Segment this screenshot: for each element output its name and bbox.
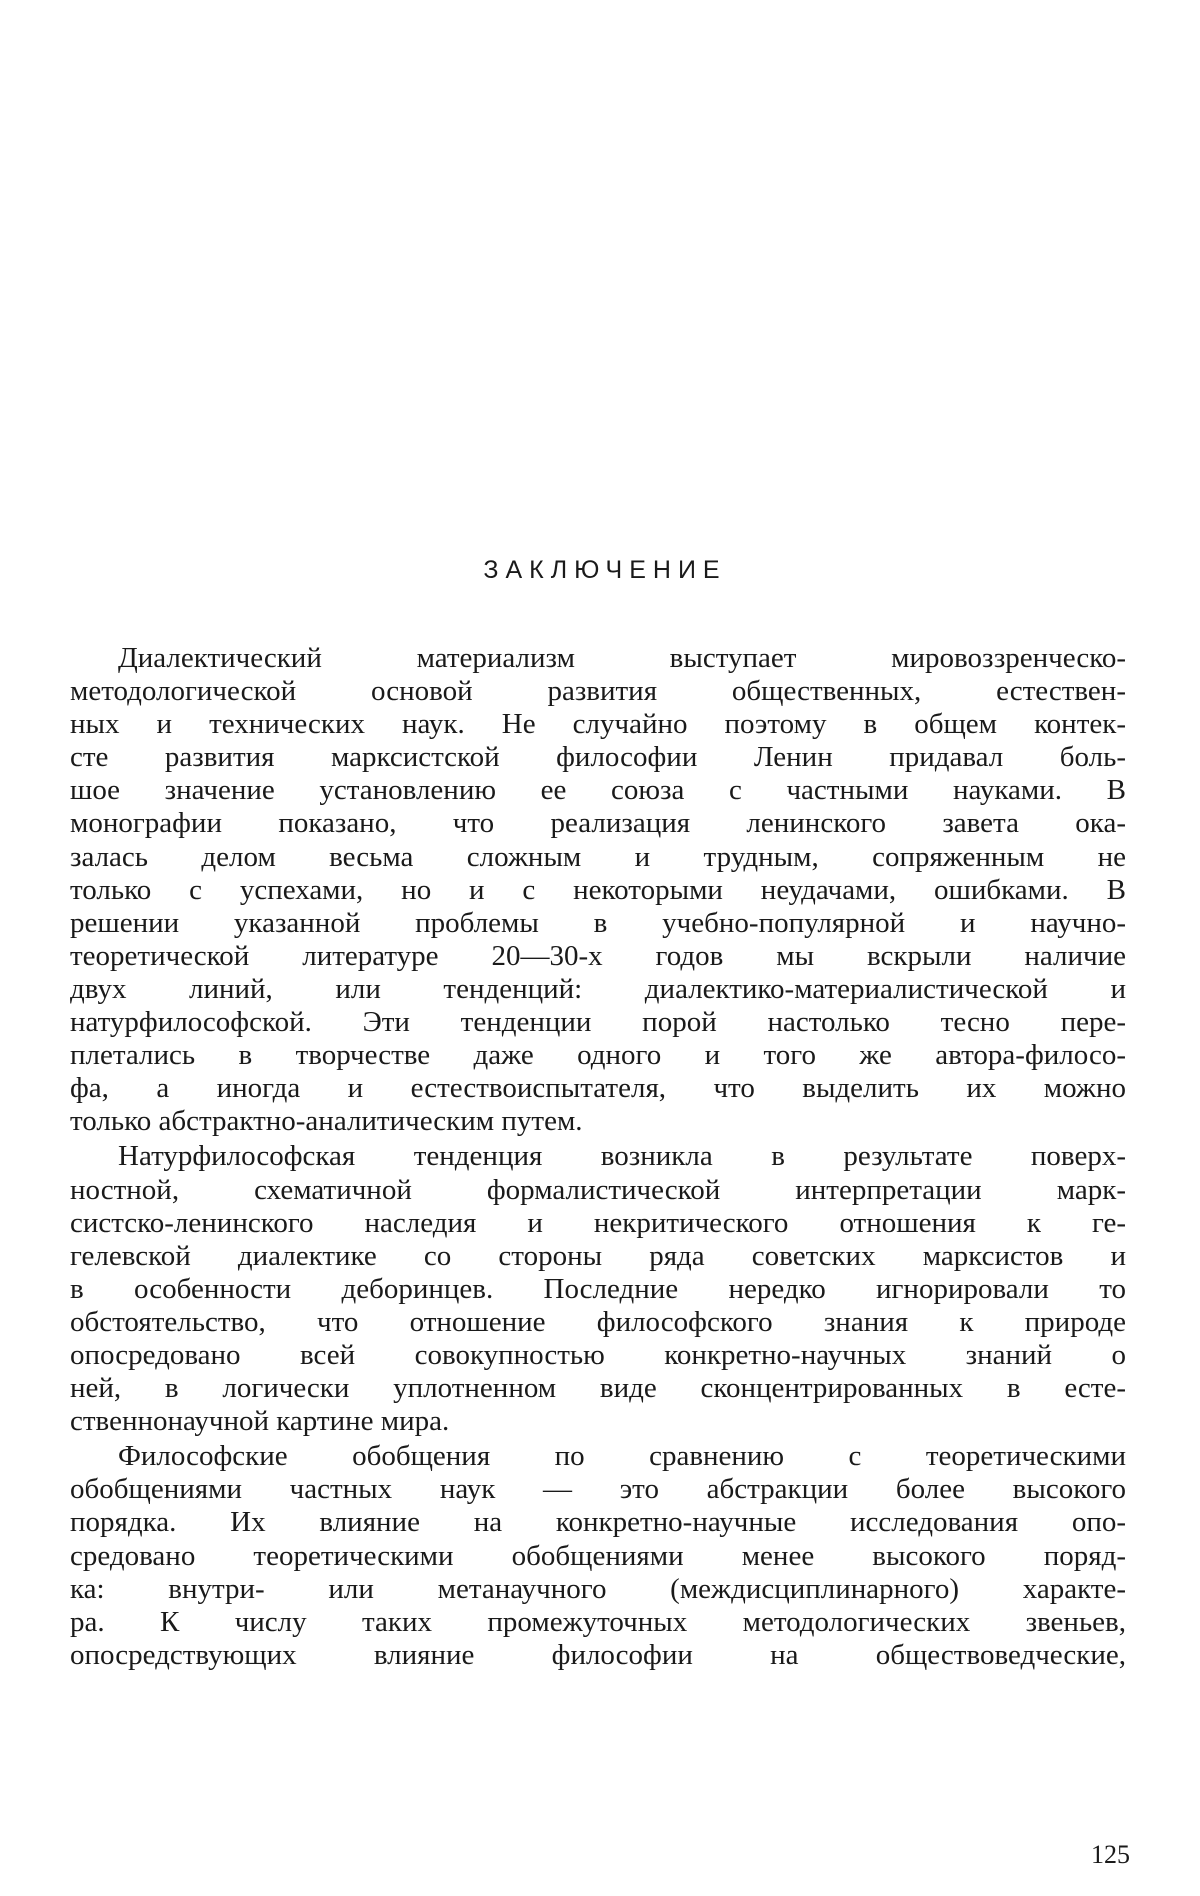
paragraph [70, 642, 1126, 1138]
text-line: Философские обобщения по сравнению с теоретическими [118, 1440, 1126, 1473]
paragraph [70, 1140, 1126, 1438]
text-line: гелевской диалектике со стороны ряда советских марксистов и [70, 1239, 1126, 1272]
text-line: шое значение установлению ее союза с частными науками. В [70, 774, 1126, 807]
text-line: в особенности деборинцев. Последние нередко игнорировали то [70, 1272, 1126, 1305]
text-line: двух линий, или тенденций: диалектико-материалистической и [70, 972, 1126, 1005]
text-line: фа, а иногда и естествоиспытателя, что выделить их можно [70, 1072, 1126, 1105]
text-line: опосредовано всей совокупностью конкретно-научных знаний о [70, 1338, 1126, 1371]
text-line: Натурфилософская тенденция возникла в результате поверх- [118, 1140, 1126, 1173]
text-line: натурфилософской. Эти тенденции порой настолько тесно пере- [70, 1006, 1126, 1039]
page-number: 125 [1091, 1840, 1130, 1869]
text-line: обобщениями частных наук — это абстракции более высокого [70, 1473, 1126, 1506]
text-line: ных и технических наук. Не случайно поэтому в общем контек- [70, 708, 1126, 741]
text-line: ка: внутри- или метанаучного (междисциплинарного) характе- [70, 1572, 1126, 1605]
text-line: монографии показано, что реализация ленинского завета ока- [70, 807, 1126, 840]
text-line: систско-ленинского наследия и некритического отношения к ге- [70, 1206, 1126, 1239]
body-text [70, 642, 1126, 1672]
text-line: опосредствующих влияние философии на обществоведческие, [70, 1638, 1126, 1671]
text-line: только абстрактно-аналитическим путем. [70, 1105, 583, 1138]
text-line: ней, в логически уплотненном виде сконцентрированных в есте- [70, 1372, 1126, 1405]
text-line: решении указанной проблемы в учебно-популярной и научно- [70, 906, 1126, 939]
text-line: только с успехами, но и с некоторыми неудачами, ошибками. В [70, 873, 1126, 906]
text-line: методологической основой развития общественных, естествен- [70, 675, 1126, 708]
text-line: ра. К числу таких промежуточных методологических звеньев, [70, 1605, 1126, 1638]
paragraph [70, 1440, 1126, 1672]
text-line: сте развития марксистской философии Ленин придавал боль- [70, 741, 1126, 774]
text-line: порядка. Их влияние на конкретно-научные исследования опо- [70, 1506, 1126, 1539]
text-line: залась делом весьма сложным и трудным, сопряженным не [70, 840, 1126, 873]
text-line: плетались в творчестве даже одного и того же автора-филосо- [70, 1039, 1126, 1072]
text-line: ственнонаучной картине мира. [70, 1405, 450, 1438]
text-line: ностной, схематичной формалистической интерпретации марк- [70, 1173, 1126, 1206]
text-line: средовано теоретическими обобщениями менее высокого поряд- [70, 1539, 1126, 1572]
text-line: обстоятельство, что отношение философского знания к природе [70, 1305, 1126, 1338]
text-line: Диалектический материализм выступает мировоззренческо- [118, 642, 1126, 674]
chapter-heading: ЗАКЛЮЧЕНИЕ [483, 556, 727, 584]
text-line: теоретической литературе 20—30-х годов мы вскрыли наличие [70, 939, 1126, 972]
